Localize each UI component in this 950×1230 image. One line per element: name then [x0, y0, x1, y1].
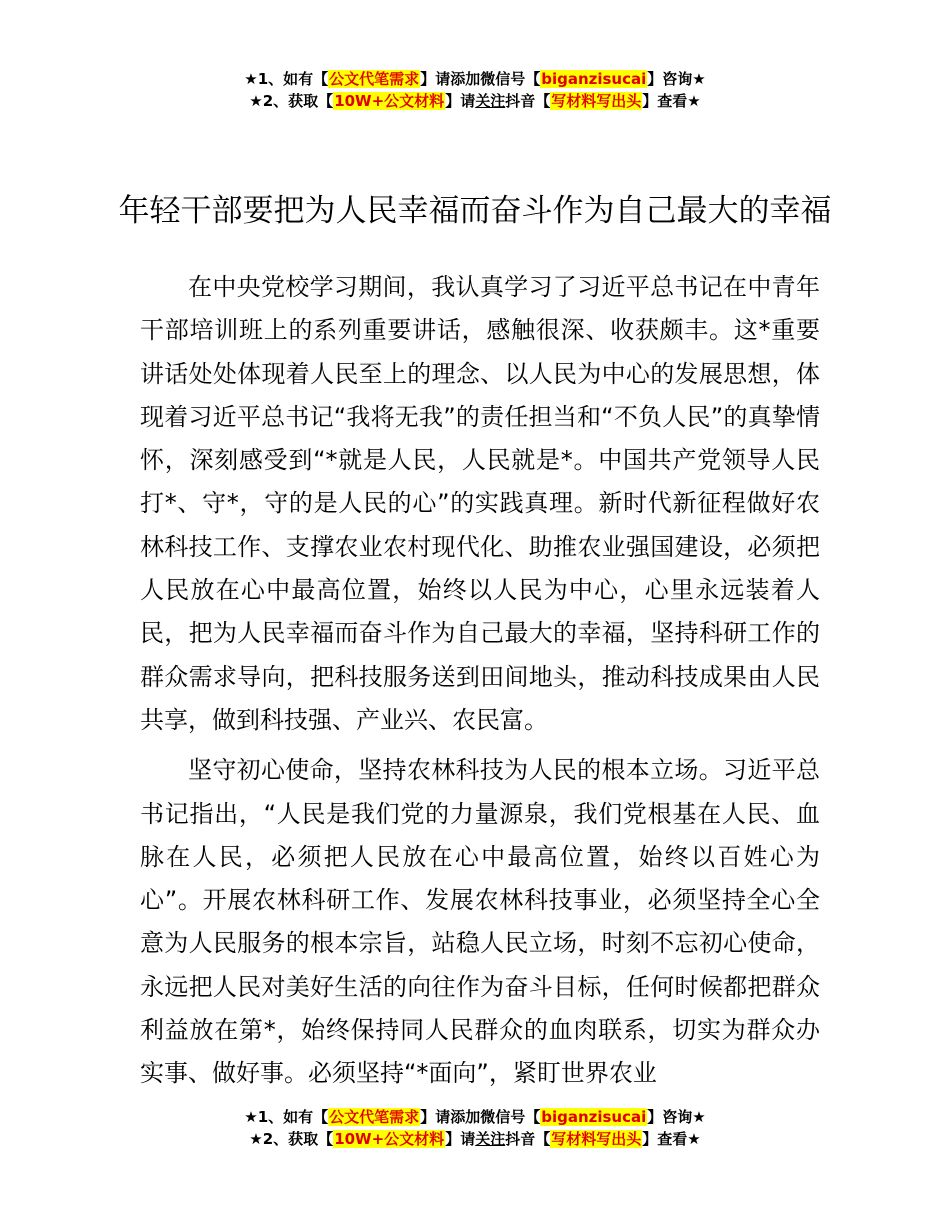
follow-text: 关注 [475, 1130, 506, 1148]
highlight-service: 公文代笔需求 [329, 1108, 420, 1126]
banner-line-2: ★2、获取【10W+公文材料】请关注抖音【写材料写出头】查看★ [249, 1130, 701, 1148]
highlight-materials: 10W+公文材料 [334, 1130, 445, 1148]
header-banner [0, 68, 950, 112]
footer-banner [0, 1106, 950, 1150]
highlight-service: 公文代笔需求 [329, 70, 420, 88]
highlight-wechat-id: biganzisucai [541, 70, 647, 88]
highlight-wechat-id: biganzisucai [541, 1108, 647, 1126]
paragraph: 在中央党校学习期间，我认真学习了习近平总书记在中青年干部培训班上的系列重要讲话，感触很深、收获颇丰。这*重要讲话处处体现着人民至上的理念、以人民为中心的发展思想，体现着习近平总书记“我将无我”的责任担当和“不负人民”的真挚情怀，深刻感受到“*就是人民，人民就是*。中国共产党领导人民打*、守*，守的是人民的心”的实践真理。新时代新征程做好农林科技工作、支撑农业农村现代化、助推农业强国建设，必须把人民放在心中最高位置，始终以人民为中心，心里永远装着人民，把为人民幸福而奋斗作为自己最大的幸福，坚持科研工作的群众需求导向，把科技服务送到田间地头，推动科技成果由人民共享，做到科技强、产业兴、农民富。 [140, 273, 820, 734]
highlight-douyin-name: 写材料写出头 [551, 92, 642, 110]
document-body [140, 266, 820, 1096]
banner-line-1: ★1、如有【公文代笔需求】请添加微信号【biganzisucai】咨询★ [244, 70, 706, 88]
document-title: 年轻干部要把为人民幸福而奋斗作为自己最大的幸福 [118, 192, 832, 229]
banner-line-2: ★2、获取【10W+公文材料】请关注抖音【写材料写出头】查看★ [249, 92, 701, 110]
highlight-douyin-name: 写材料写出头 [551, 1130, 642, 1148]
follow-text: 关注 [475, 92, 506, 110]
highlight-materials: 10W+公文材料 [334, 92, 445, 110]
paragraph: 坚守初心使命，坚持农林科技为人民的根本立场。习近平总书记指出，“人民是我们党的力量源泉，我们党根基在人民、血脉在人民，必须把人民放在心中最高位置，始终以百姓心为心”。开展农林科研工作、发展农林科技事业，必须坚持全心全意为人民服务的根本宗旨，站稳人民立场，时刻不忘初心使命，永远把人民对美好生活的向往作为奋斗目标，任何时候都把群众利益放在第*，始终保持同人民群众的血肉联系，切实为群众办实事、做好事。必须坚持“*面向”，紧盯世界农业 [140, 756, 820, 1088]
banner-line-1: ★1、如有【公文代笔需求】请添加微信号【biganzisucai】咨询★ [244, 1108, 706, 1126]
